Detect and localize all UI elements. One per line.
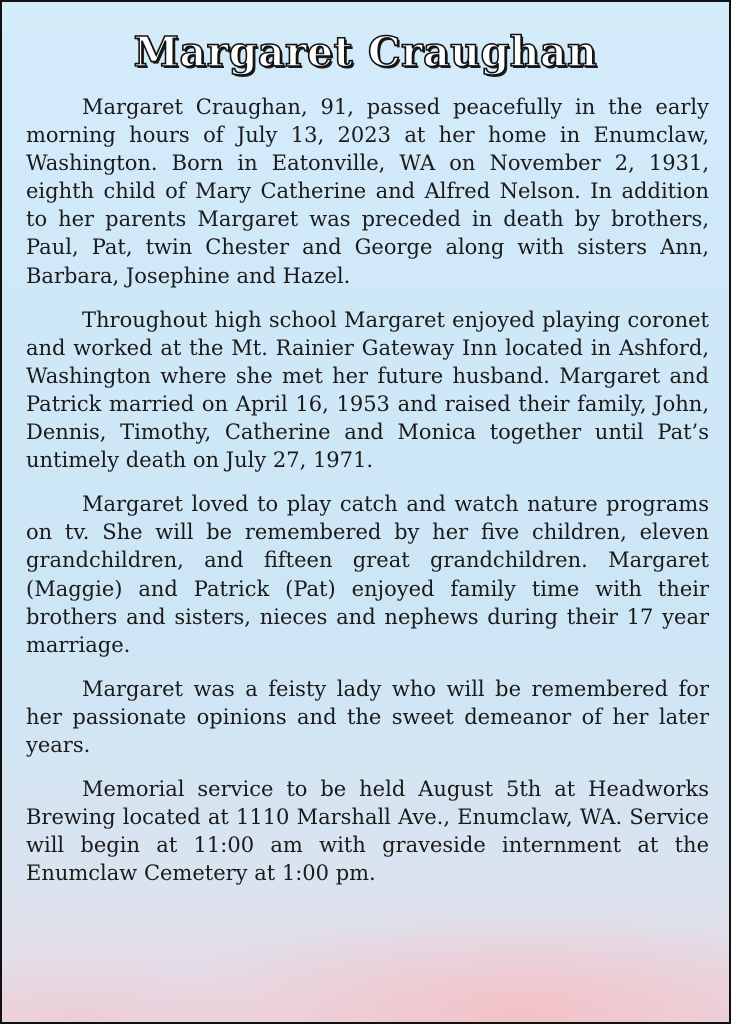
obituary-body [26, 93, 709, 903]
paragraph-marriage: Throughout high school Margaret enjoyed playing coronet and worked at the Mt. Rainier Gateway Inn located in Ashford, Washington where she met her future husband. Margaret and Patrick married on April 16, 1953 and raised their family, John, Dennis, Timothy, Catherine and Monica together until Pat’s untimely death on July 27, 1971. [26, 307, 709, 473]
paragraph-memorial-service: Memorial service to be held August 5th at Headworks Brewing located at 1110 Marshall Ave., Enumclaw, WA. Service will begin at 11:00 am with graveside internment at the Enumclaw Cemetery at 1:00 pm. [26, 777, 709, 886]
paragraph-character: Margaret was a feisty lady who will be remembered for her passionate opinions and the sweet demeanor of her later years. [26, 676, 709, 757]
obituary-title: Margaret Craughan [133, 28, 598, 76]
paragraph-family: Margaret loved to play catch and watch nature programs on tv. She will be remembered by her five children, eleven grandchildren, and fifteen great grandchildren. Margaret (Maggie) and Patrick (Pat) enjoyed family time with their brothers and sisters, nieces and nephews during their 17 year marriage. [26, 492, 709, 657]
paragraph-life-summary: Margaret Craughan, 91, passed peacefully in the early morning hours of July 13, 2023 at her home in Enumclaw, Washington. Born in Eatonville, WA on November 2, 1931, eighth child of Mary Catherine and Alfred Nelson. In addition to her parents Margaret was preceded in death by brothers, Paul, Pat, twin Chester and George along with sisters Ann, Barbara, Josephine and Hazel. [26, 95, 709, 288]
